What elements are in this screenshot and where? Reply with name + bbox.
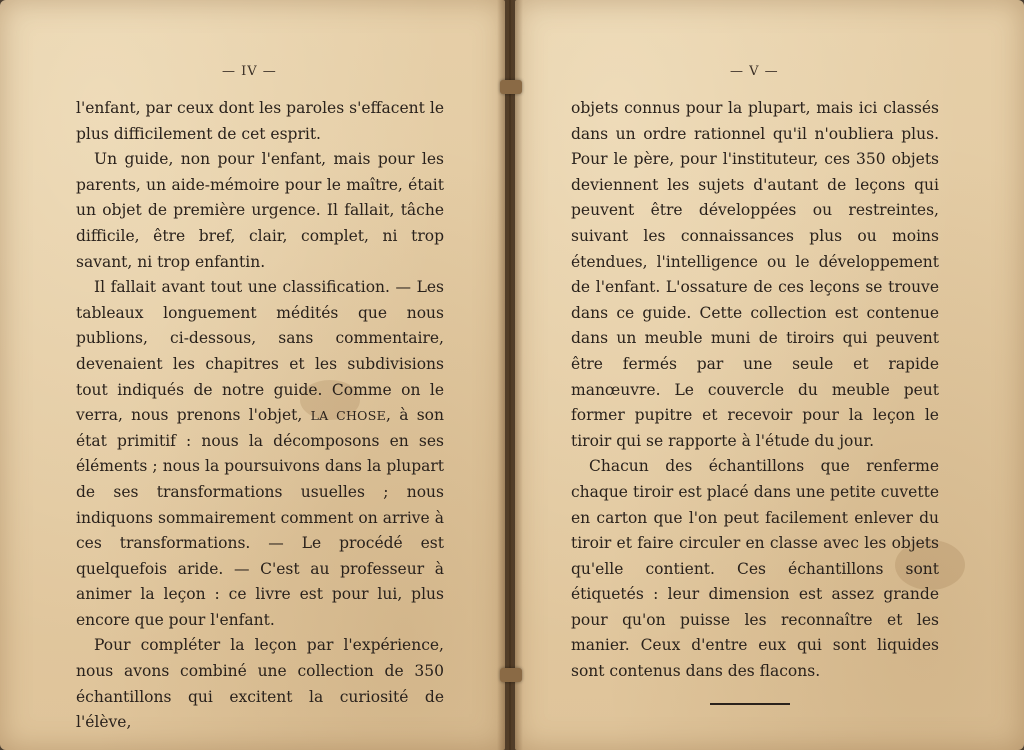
end-rule	[710, 703, 790, 705]
paragraph: objets connus pour la plupart, mais ici classés dans un ordre rationnel qu'il n'oubliera plus. Pour le père, pour l'instituteur, ces 350 objets deviennent les sujets d'autant de leçons qui peuvent être développées ou restreintes, suivant les connaissances plus ou moins étendues, l'intelligence ou le développement de l'enfant. L'ossature de ces leçons se trouve dans ce guide. Cette collection est contenue dans un meuble muni de tiroirs qui peuvent être fermés par une seule et rapide manœuvre. Le couvercle du meuble peut former pupitre et recevoir pour la leçon le tiroir qui se rapporte à l'étude du jour.	[571, 99, 939, 450]
binding-stitch	[500, 80, 522, 94]
paragraph-text: , à son état primitif : nous la décomposons en ses éléments ; nous la poursuivons dans la plupart de ses transformations usuelles ; nous indiquons sommairement comment on arrive à ces transformations. — Le procédé est quelquefois aride. — C'est au professeur à animer la leçon : ce livre est pour lui, plus encore que pour l'enfant.	[76, 406, 444, 629]
right-page	[515, 0, 1024, 750]
left-page	[0, 0, 505, 750]
paragraph: Un guide, non pour l'enfant, mais pour les parents, un aide-mémoire pour le maître, était un objet de première urgence. Il fallait, tâche difficile, être bref, clair, complet, ni trop savant, ni trop enfantin.	[76, 150, 444, 271]
paragraph: Chacun des échantillons que renferme chaque tiroir est placé dans une petite cuvette en carton que l'on peut facilement enlever du tiroir et faire circuler en classe avec les objets qu'elle contient. Ces échantillons sont étiquetés : leur dimension est assez grande pour qu'on puisse les reconnaître et les manier. Ceux d'entre eux qui sont liquides sont contenus dans des flacons.	[571, 457, 939, 681]
binding-stitch	[500, 668, 522, 682]
paragraph	[76, 275, 444, 633]
page-number-right: — V —	[730, 64, 779, 79]
left-page-text	[76, 96, 444, 736]
page-number-left: — IV —	[222, 64, 277, 79]
paragraph-text: Il fallait avant tout une classification. — Les tableaux longuement médités que nous publions, ci-dessous, sans commentaire, devenaient les chapitres et les subdivisions tout indiqués de notre guide. Comme on le verra, nous prenons l'objet,	[76, 278, 444, 425]
right-page-text	[571, 96, 939, 685]
book-gutter	[497, 0, 523, 750]
small-caps-term: LA CHOSE	[310, 408, 387, 424]
paragraph: Pour compléter la leçon par l'expérience, nous avons combiné une collection de 350 échantillons qui excitent la curiosité de l'élève,	[76, 636, 444, 732]
paragraph: l'enfant, par ceux dont les paroles s'effacent le plus difficilement de cet esprit.	[76, 99, 444, 143]
